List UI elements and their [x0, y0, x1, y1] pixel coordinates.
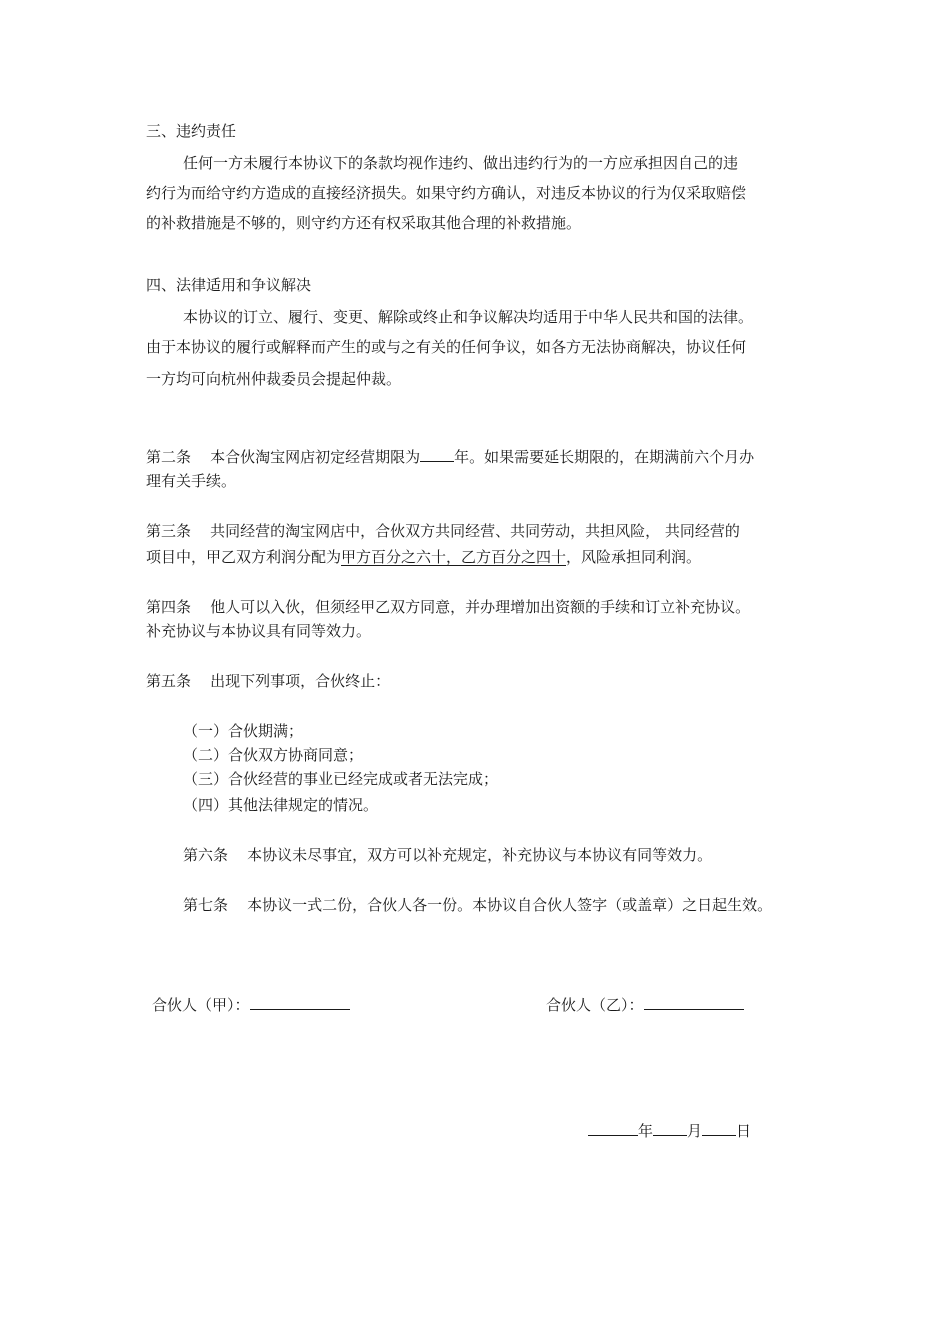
article3-line-1 [146, 521, 740, 541]
article5-item-4: （四）其他法律规定的情况。 [183, 796, 379, 814]
article4-label: 第四条 [146, 598, 192, 616]
article2-term-blank [420, 447, 454, 462]
party-b-label: 合伙人（乙）： [546, 996, 644, 1014]
section3-line-3: 的补救措施是不够的，则守约方还有权采取其他合理的补救措施。 [146, 214, 582, 232]
date-month-blank[interactable] [653, 1121, 687, 1136]
date-day-blank[interactable] [702, 1121, 736, 1136]
article5-label: 第五条 [146, 672, 192, 690]
article4-line1-text: 他人可以入伙，但须经甲乙双方同意，并办理增加出资额的手续和订立补充协议。 [210, 598, 751, 616]
article7-label: 第七条 [183, 896, 229, 914]
article5-text: 出现下列事项，合伙终止： [210, 672, 391, 690]
article6-label: 第六条 [183, 846, 229, 864]
section3-line-2: 约行为而给守约方造成的直接经济损失。如果守约方确认，对违反本协议的行为仅采取赔偿 [146, 184, 747, 202]
article3-line2-after: ，风险承担同利润。 [566, 548, 702, 566]
article6-text: 本协议未尽事宜，双方可以补充规定，补充协议与本协议有同等效力。 [247, 846, 713, 864]
section4-line-3: 一方均可向杭州仲裁委员会提起仲裁。 [146, 370, 402, 388]
date-year-label: 年 [638, 1122, 654, 1140]
article3-label: 第三条 [146, 522, 192, 540]
article7-text: 本协议一式二份，合伙人各一份。本协议自合伙人签字（或盖章）之日起生效。 [247, 896, 773, 914]
article2-text-after: 年。如果需要延长期限的，在期满前六个月办 [454, 448, 755, 466]
section3-heading: 三、违约责任 [146, 122, 237, 140]
party-a-signature [152, 995, 350, 1015]
party-a-label: 合伙人（甲）： [152, 996, 250, 1014]
article2-line-1 [146, 447, 754, 467]
section4-line-2: 由于本协议的履行或解释而产生的或与之有关的任何争议，如各方无法协商解决，协议任何 [146, 338, 747, 356]
article5-line [146, 671, 390, 691]
date-line [588, 1121, 751, 1141]
date-month-label: 月 [687, 1122, 703, 1140]
party-b-signature [546, 995, 744, 1015]
section4-line-1: 本协议的订立、履行、变更、解除或终止和争议解决均适用于中华人民共和国的法律。 [183, 308, 754, 326]
date-year-blank[interactable] [588, 1121, 638, 1136]
article3-profit-split: 甲方百分之六十，乙方百分之四十 [341, 548, 567, 566]
date-day-label: 日 [736, 1122, 752, 1140]
article3-line1-text: 共同经营的淘宝网店中，合伙双方共同经营、共同劳动，共担风险， 共同经营的 [210, 522, 740, 540]
article6-line [183, 845, 712, 865]
article5-item-1: （一）合伙期满； [183, 722, 304, 740]
party-b-signature-line[interactable] [644, 995, 744, 1010]
article3-line2-before: 项目中，甲乙双方利润分配为 [146, 548, 342, 566]
article2-text-before: 本合伙淘宝网店初定经营期限为 [210, 448, 421, 466]
article5-item-2: （二）合伙双方协商同意； [183, 746, 364, 764]
section4-heading: 四、法律适用和争议解决 [146, 276, 312, 294]
article7-line [183, 895, 772, 915]
article2-line-2: 理有关手续。 [146, 472, 237, 490]
article4-line-2: 补充协议与本协议具有同等效力。 [146, 622, 372, 640]
party-a-signature-line[interactable] [250, 995, 350, 1010]
article5-item-3: （三）合伙经营的事业已经完成或者无法完成； [183, 770, 499, 788]
section3-line-1: 任何一方未履行本协议下的条款均视作违约、做出违约行为的一方应承担因自己的违 [183, 154, 739, 172]
article4-line-1 [146, 597, 750, 617]
article3-line-2 [146, 547, 701, 567]
article2-label: 第二条 [146, 448, 192, 466]
